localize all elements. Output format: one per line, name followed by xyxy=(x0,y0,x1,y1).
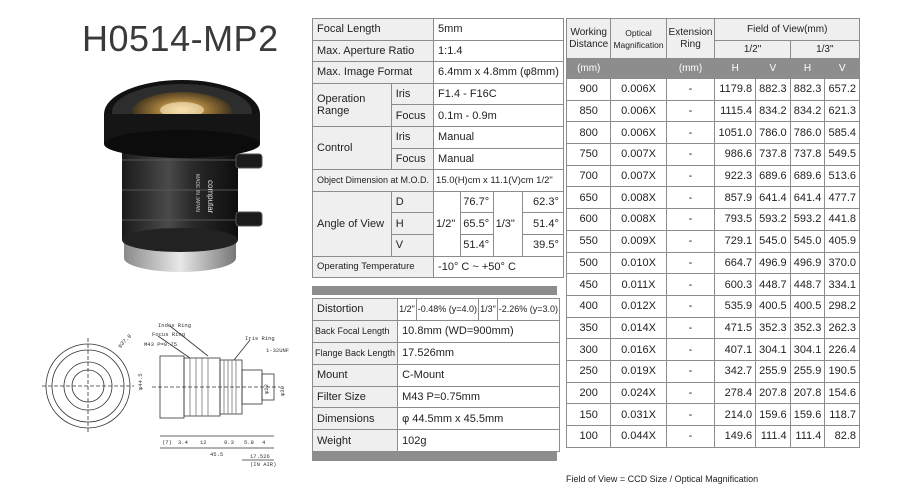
row-max-image-format: Max. Image Format 6.4mm x 4.8mm (φ8mm) xyxy=(313,62,564,84)
fov-cell-v3: 226.4 xyxy=(825,339,860,361)
fov-cell-wd: 800 xyxy=(567,122,611,144)
fov-cell-mag: 0.006X xyxy=(611,79,666,101)
dim-1: 3.4 xyxy=(178,439,188,446)
label-unf: 1-32UNF xyxy=(266,347,290,354)
fov-cell-wd: 550 xyxy=(567,230,611,252)
fov-cell-v3: 549.5 xyxy=(825,144,860,166)
spec-table-secondary xyxy=(312,298,560,452)
fov-cell-h2: 149.6 xyxy=(715,426,756,448)
fov-cell-wd: 500 xyxy=(567,252,611,274)
fov-cell-ext: - xyxy=(666,404,715,426)
fov-cell-h3: 593.2 xyxy=(790,209,825,231)
fov-cell-v2: 834.2 xyxy=(756,100,791,122)
fov-row xyxy=(567,252,860,274)
fov-cell-mag: 0.008X xyxy=(611,187,666,209)
fov-cell-v3: 585.4 xyxy=(825,122,860,144)
fov-cell-v2: 448.7 xyxy=(756,274,791,296)
dim-5: 4 xyxy=(262,439,266,446)
fov-cell-wd: 250 xyxy=(567,360,611,382)
fov-cell-mag: 0.007X xyxy=(611,165,666,187)
fov-row xyxy=(567,165,860,187)
footnote: Field of View = CCD Size / Optical Magnification xyxy=(566,474,759,484)
row-mount: Mount C-Mount xyxy=(313,364,560,386)
fov-cell-ext: - xyxy=(666,426,715,448)
fov-cell-wd: 850 xyxy=(567,100,611,122)
spec-table-main xyxy=(312,18,564,278)
fov-cell-mag: 0.006X xyxy=(611,122,666,144)
fov-cell-wd: 700 xyxy=(567,165,611,187)
fov-cell-h3: 689.6 xyxy=(790,165,825,187)
divider-bar xyxy=(312,286,557,295)
fov-cell-mag: 0.016X xyxy=(611,339,666,361)
fov-cell-wd: 600 xyxy=(567,209,611,231)
fov-cell-mag: 0.044X xyxy=(611,426,666,448)
fov-row xyxy=(567,122,860,144)
fov-cell-v3: 370.0 xyxy=(825,252,860,274)
fov-cell-wd: 150 xyxy=(567,404,611,426)
fov-cell-mag: 0.006X xyxy=(611,100,666,122)
fov-cell-ext: - xyxy=(666,100,715,122)
fov-cell-ext: - xyxy=(666,122,715,144)
fov-cell-h3: 448.7 xyxy=(790,274,825,296)
fov-row xyxy=(567,360,860,382)
fov-cell-mag: 0.010X xyxy=(611,252,666,274)
fov-cell-v3: 334.1 xyxy=(825,274,860,296)
row-aov-d: Angle of View D 1/2" 76.7° 1/3" 62.3° xyxy=(313,191,564,213)
fov-cell-mag: 0.009X xyxy=(611,230,666,252)
fov-cell-h3: 159.6 xyxy=(790,404,825,426)
fov-cell-h2: 793.5 xyxy=(715,209,756,231)
fov-cell-ext: - xyxy=(666,79,715,101)
fov-cell-mag: 0.024X xyxy=(611,382,666,404)
fov-cell-v2: 737.8 xyxy=(756,144,791,166)
fov-cell-h2: 922.3 xyxy=(715,165,756,187)
fov-cell-h3: 111.4 xyxy=(790,426,825,448)
dim-total: 45.5 xyxy=(210,451,224,458)
fov-cell-h3: 255.9 xyxy=(790,360,825,382)
fov-cell-mag: 0.012X xyxy=(611,295,666,317)
fov-cell-ext: - xyxy=(666,165,715,187)
fov-cell-h2: 535.9 xyxy=(715,295,756,317)
fov-cell-mag: 0.007X xyxy=(611,144,666,166)
row-control-focus: Focus Manual xyxy=(313,148,564,170)
fov-cell-wd: 300 xyxy=(567,339,611,361)
fov-row xyxy=(567,100,860,122)
fov-cell-v3: 118.7 xyxy=(825,404,860,426)
fov-header-row-2: 1/2" 1/3" xyxy=(567,41,860,59)
fov-cell-h3: 352.3 xyxy=(790,317,825,339)
bottom-bar xyxy=(312,452,557,461)
fov-cell-v2: 496.9 xyxy=(756,252,791,274)
fov-row xyxy=(567,79,860,101)
fov-cell-ext: - xyxy=(666,382,715,404)
label-dia-22: φ22 xyxy=(263,384,270,394)
row-control-iris: Control Iris Manual xyxy=(313,126,564,148)
fov-cell-v2: 689.6 xyxy=(756,165,791,187)
fov-cell-mag: 0.011X xyxy=(611,274,666,296)
row-operation-range-iris: Operation Range Iris F1.4 - F16C xyxy=(313,83,564,105)
fov-cell-ext: - xyxy=(666,295,715,317)
fov-cell-mag: 0.019X xyxy=(611,360,666,382)
fov-cell-wd: 350 xyxy=(567,317,611,339)
fov-cell-wd: 450 xyxy=(567,274,611,296)
fov-cell-ext: - xyxy=(666,317,715,339)
row-filter-size: Filter Size M43 P=0.75mm xyxy=(313,386,560,408)
fov-cell-v2: 786.0 xyxy=(756,122,791,144)
fov-cell-h2: 1051.0 xyxy=(715,122,756,144)
fov-row xyxy=(567,274,860,296)
fov-cell-ext: - xyxy=(666,274,715,296)
fov-row xyxy=(567,295,860,317)
fov-cell-h3: 786.0 xyxy=(790,122,825,144)
fov-cell-v2: 304.1 xyxy=(756,339,791,361)
fov-cell-v2: 545.0 xyxy=(756,230,791,252)
fov-cell-h3: 400.5 xyxy=(790,295,825,317)
row-distortion: Distortion 1/2" -0.48% (y=4.0) 1/3" -2.26% (y=3.0) xyxy=(313,299,560,321)
fov-cell-wd: 200 xyxy=(567,382,611,404)
fov-row xyxy=(567,382,860,404)
fov-cell-v2: 400.5 xyxy=(756,295,791,317)
fov-cell-h2: 857.9 xyxy=(715,187,756,209)
fov-cell-v2: 255.9 xyxy=(756,360,791,382)
label-index-ring: Index Ring xyxy=(158,322,192,329)
dim-4: 5.8 xyxy=(244,439,254,446)
dim-2: 12 xyxy=(200,439,207,446)
row-back-focal-length: Back Focal Length 10.8mm (WD=900mm) xyxy=(313,320,560,342)
fov-cell-h2: 278.4 xyxy=(715,382,756,404)
fov-cell-v3: 441.8 xyxy=(825,209,860,231)
fov-cell-h3: 545.0 xyxy=(790,230,825,252)
lens-logo: computar xyxy=(206,180,215,214)
fov-cell-mag: 0.014X xyxy=(611,317,666,339)
row-aov-h: H 65.5° 51.4° xyxy=(313,213,564,235)
fov-cell-v3: 190.5 xyxy=(825,360,860,382)
fov-cell-ext: - xyxy=(666,144,715,166)
fov-row xyxy=(567,187,860,209)
fov-row xyxy=(567,230,860,252)
fov-cell-v3: 154.6 xyxy=(825,382,860,404)
label-iris-ring: Iris Ring xyxy=(245,335,275,342)
fov-cell-v3: 298.2 xyxy=(825,295,860,317)
fov-cell-v2: 352.3 xyxy=(756,317,791,339)
fov-cell-v3: 657.2 xyxy=(825,79,860,101)
fov-cell-v3: 405.9 xyxy=(825,230,860,252)
fov-cell-ext: - xyxy=(666,252,715,274)
fov-cell-v3: 621.3 xyxy=(825,100,860,122)
fov-cell-v2: 882.3 xyxy=(756,79,791,101)
fov-cell-h2: 729.1 xyxy=(715,230,756,252)
fov-cell-h3: 304.1 xyxy=(790,339,825,361)
label-dia-right: φ37.8 xyxy=(116,332,134,350)
fov-cell-mag: 0.008X xyxy=(611,209,666,231)
fov-cell-h2: 1179.8 xyxy=(715,79,756,101)
fov-cell-v2: 111.4 xyxy=(756,426,791,448)
label-dia-30: φ30 xyxy=(279,386,286,396)
fov-row xyxy=(567,209,860,231)
label-focus-ring: Focus Ring xyxy=(152,331,186,338)
fov-cell-h2: 600.3 xyxy=(715,274,756,296)
fov-row xyxy=(567,144,860,166)
fov-cell-h2: 986.6 xyxy=(715,144,756,166)
fov-cell-h2: 407.1 xyxy=(715,339,756,361)
fov-cell-v3: 262.3 xyxy=(825,317,860,339)
dim-flange: 17.526 xyxy=(250,453,270,460)
fov-cell-wd: 100 xyxy=(567,426,611,448)
row-focal-length: Focal Length 5mm xyxy=(313,19,564,41)
fov-cell-ext: - xyxy=(666,339,715,361)
label-thread: M43 P=0.75 xyxy=(144,341,178,348)
fov-table-body xyxy=(567,79,860,448)
fov-cell-wd: 650 xyxy=(567,187,611,209)
technical-drawing xyxy=(40,318,302,468)
lens-barrel-text: MADE IN JAPAN xyxy=(194,174,200,212)
fov-cell-v3: 477.7 xyxy=(825,187,860,209)
row-max-aperture: Max. Aperture Ratio 1:1.4 xyxy=(313,40,564,62)
fov-cell-wd: 750 xyxy=(567,144,611,166)
fov-cell-h3: 641.4 xyxy=(790,187,825,209)
fov-cell-v2: 641.4 xyxy=(756,187,791,209)
fov-cell-h2: 214.0 xyxy=(715,404,756,426)
field-of-view-table xyxy=(566,18,860,448)
fov-cell-wd: 400 xyxy=(567,295,611,317)
dim-0: (7) xyxy=(162,439,172,446)
fov-cell-mag: 0.031X xyxy=(611,404,666,426)
fov-cell-h2: 342.7 xyxy=(715,360,756,382)
product-title: H0514-MP2 xyxy=(82,18,279,59)
row-flange-back-length: Flange Back Length 17.526mm xyxy=(313,342,560,364)
fov-cell-ext: - xyxy=(666,360,715,382)
row-weight: Weight 102g xyxy=(313,430,560,452)
row-dimensions: Dimensions φ 44.5mm x 45.5mm xyxy=(313,408,560,430)
row-aov-v: V 51.4° 39.5° xyxy=(313,234,564,256)
fov-cell-h3: 207.8 xyxy=(790,382,825,404)
dim-in-air: (IN AIR) xyxy=(250,461,277,468)
fov-cell-h3: 496.9 xyxy=(790,252,825,274)
fov-cell-h3: 834.2 xyxy=(790,100,825,122)
fov-cell-v2: 207.8 xyxy=(756,382,791,404)
dim-3: 9.3 xyxy=(224,439,234,446)
fov-row xyxy=(567,317,860,339)
fov-cell-wd: 900 xyxy=(567,79,611,101)
fov-unit-row: (mm) (mm) H V H V xyxy=(567,59,860,79)
row-operation-range-focus: Focus 0.1m - 0.9m xyxy=(313,105,564,127)
label-dia-left: φ44.5 xyxy=(137,373,144,390)
fov-cell-v2: 159.6 xyxy=(756,404,791,426)
fov-cell-h2: 664.7 xyxy=(715,252,756,274)
row-operating-temperature: Operating Temperature -10° C ~ +50° C xyxy=(313,256,564,278)
row-object-dimension: Object Dimension at M.O.D. 15.0(H)cm x 11.1(V)cm 1/2" xyxy=(313,170,564,192)
fov-row xyxy=(567,426,860,448)
fov-cell-ext: - xyxy=(666,187,715,209)
fov-header-row-1: Working Distance Optical Magnification Extension Ring Field of View(mm) xyxy=(567,19,860,41)
fov-cell-h2: 471.5 xyxy=(715,317,756,339)
fov-cell-h3: 882.3 xyxy=(790,79,825,101)
fov-row xyxy=(567,404,860,426)
fov-cell-ext: - xyxy=(666,209,715,231)
fov-cell-v3: 513.6 xyxy=(825,165,860,187)
fov-cell-v2: 593.2 xyxy=(756,209,791,231)
lens-photo xyxy=(100,70,290,285)
fov-cell-ext: - xyxy=(666,230,715,252)
fov-cell-v3: 82.8 xyxy=(825,426,860,448)
fov-cell-h2: 1115.4 xyxy=(715,100,756,122)
fov-row xyxy=(567,339,860,361)
fov-cell-h3: 737.8 xyxy=(790,144,825,166)
